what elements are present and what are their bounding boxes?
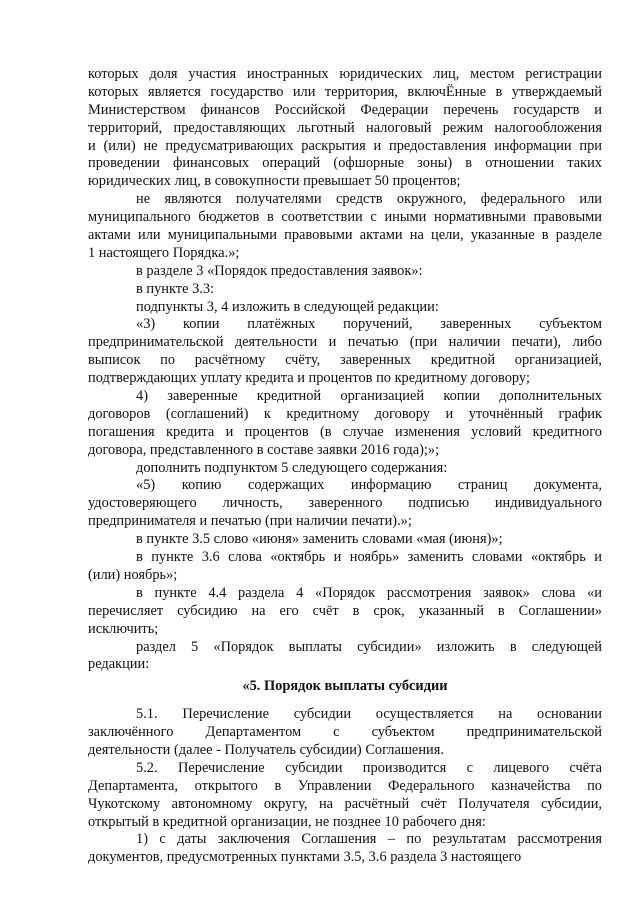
text-line: Чукотскому автономному округу, на расчётный счёт Получателя субсидии, bbox=[88, 795, 602, 812]
text-line: выписок по расчётному счёту, заверенных кредитной организацией, bbox=[88, 352, 602, 369]
text-line: документов, предусмотренных пунктами 3.5, 3.6 раздела 3 настоящего bbox=[88, 849, 522, 866]
text-line: договора, представленного в составе заявки 2016 года);»; bbox=[88, 441, 440, 458]
text-line: не являются получателями средств окружного, федерального или bbox=[136, 191, 602, 208]
text-line: перечисляет субсидию на его счёт в срок, указанный в Соглашении» bbox=[88, 602, 602, 619]
text-line: открытый в кредитной организации, не позднее 10 рабочего дня: bbox=[88, 813, 486, 830]
text-line: деятельности (далее - Получатель субсидии) Соглашения. bbox=[88, 741, 444, 758]
text-line: в пункте 3.6 слова «октябрь и ноябрь» заменить словами «октябрь и bbox=[136, 549, 602, 566]
section-heading: «5. Порядок выплаты субсидии bbox=[242, 678, 448, 695]
text-line: погашения кредита и процентов (в случае изменения условий кредитного bbox=[88, 423, 602, 440]
text-line: проведении финансовых операций (офшорные зоны) в отношении таких bbox=[88, 155, 602, 172]
text-line: и (или) не предусматривающих раскрытия и предоставления информации при bbox=[88, 137, 602, 154]
text-line: в пункте 3.5 слово «июня» заменить словами «мая (июня)»; bbox=[136, 531, 503, 548]
text-line: юридических лиц, в совокупности превышает 50 процентов; bbox=[88, 173, 461, 190]
text-block-before-heading bbox=[88, 66, 602, 674]
text-line: исключить; bbox=[88, 620, 159, 637]
text-line: «5) копию содержащих информацию страниц документа, bbox=[136, 477, 602, 494]
text-line: Министерством финансов Российской Федерации перечень государств и bbox=[88, 101, 602, 118]
text-line: Департамента, открытого в Управлении Федерального казначейства по bbox=[88, 777, 602, 794]
text-line: 4) заверенные кредитной организацией копии дополнительных bbox=[136, 388, 602, 405]
text-line: актами или муниципальными правовыми актами на цели, указанные в разделе bbox=[88, 227, 602, 244]
text-line: редакции: bbox=[88, 656, 150, 673]
text-line: раздел 5 «Порядок выплаты субсидии» изложить в следующей bbox=[136, 638, 602, 655]
text-line: муниципального бюджетов в соответствии с иными нормативными правовыми bbox=[88, 209, 602, 226]
text-line: территорий, предоставляющих льготный налоговый режим налогообложения bbox=[88, 119, 602, 136]
document-body bbox=[88, 66, 602, 867]
text-line: удостоверяющего личность, заверенного подписью индивидуального bbox=[88, 495, 602, 512]
text-line: дополнить подпунктом 5 следующего содержания: bbox=[136, 459, 448, 476]
text-line: в разделе 3 «Порядок предоставления заявок»: bbox=[136, 262, 423, 279]
text-block-after-heading bbox=[88, 706, 602, 867]
text-line: которых доля участия иностранных юридических лиц, местом регистрации bbox=[88, 66, 602, 82]
text-line: (или) ноябрь»; bbox=[88, 566, 178, 583]
text-line: «3) копии платёжных поручений, заверенных субъектом bbox=[136, 316, 602, 333]
text-line: 1 настоящего Порядка.»; bbox=[88, 244, 240, 261]
text-line: 5.1. Перечисление субсидии осуществляется на основании bbox=[136, 706, 602, 723]
text-line: которых является государство или территория, включЁнные в утверждаемый bbox=[88, 83, 602, 100]
text-line: предпринимательской деятельности и печатью (при наличии печати), либо bbox=[88, 334, 602, 351]
text-line: в пункте 4.4 раздела 4 «Порядок рассмотрения заявок» слова «и bbox=[136, 584, 602, 601]
text-line: предпринимателя и печатью (при наличии печати).»; bbox=[88, 513, 412, 530]
text-line: 1) с даты заключения Соглашения – по результатам рассмотрения bbox=[136, 831, 602, 848]
text-line: подпункты 3, 4 изложить в следующей редакции: bbox=[136, 298, 439, 315]
text-line: 5.2. Перечисление субсидии производится с лицевого счёта bbox=[136, 759, 602, 776]
text-line: в пункте 3.3: bbox=[136, 280, 215, 297]
text-line: подтверждающих уплату кредита и процентов по кредитному договору; bbox=[88, 370, 530, 387]
text-line: заключённого Департаментом с субъектом предпринимательской bbox=[88, 724, 602, 741]
text-line: договоров (соглашений) к кредитному договору и уточнённый график bbox=[88, 405, 602, 422]
